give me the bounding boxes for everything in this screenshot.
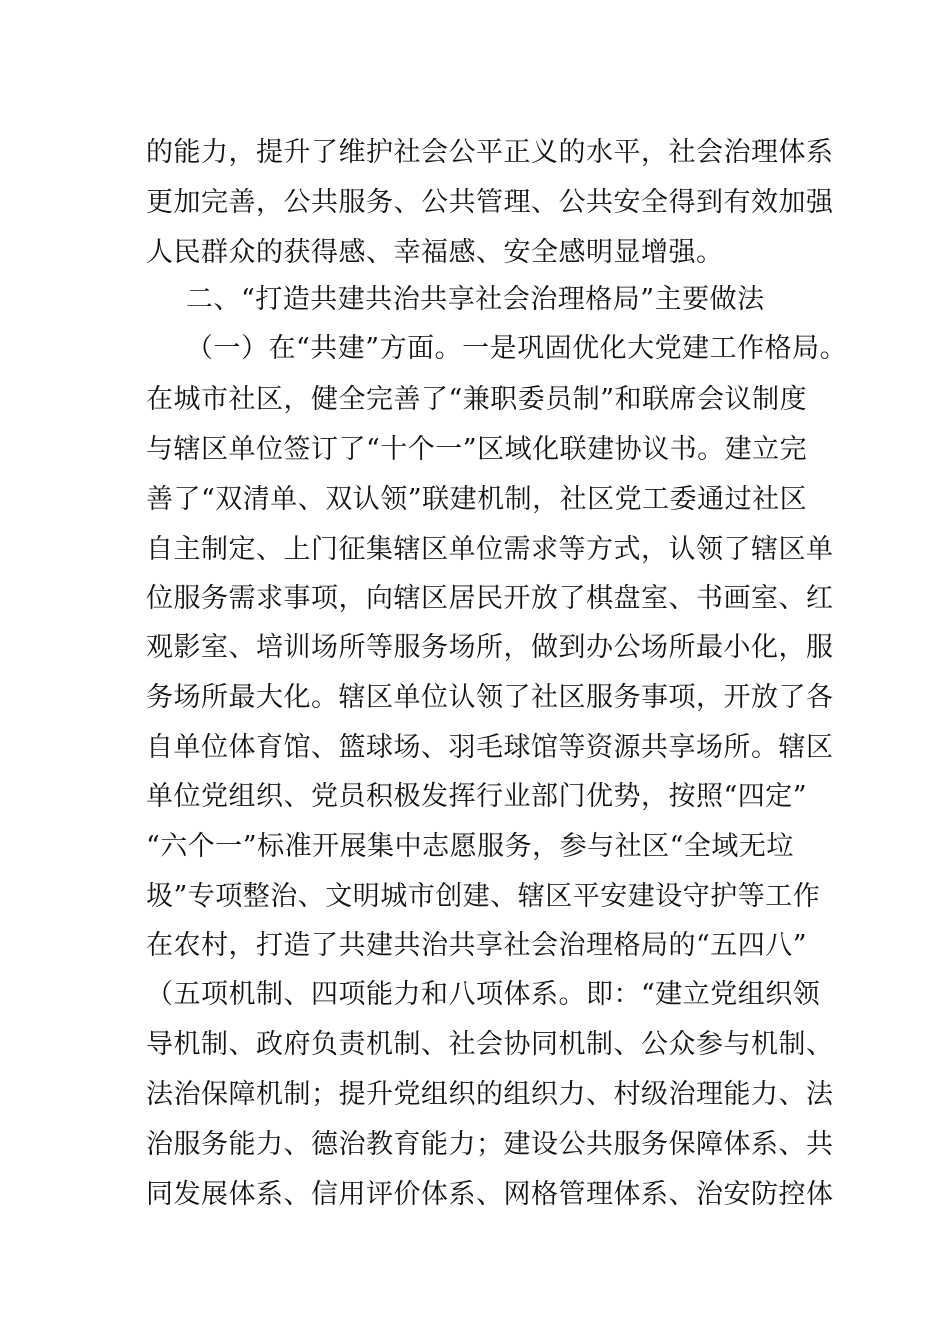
text-line: 更加完善，公共服务、公共管理、公共安全得到有效加强 <box>146 187 834 218</box>
text-line: 善了“双清单、双认领”联建机制，社区党工委通过社区 <box>146 484 808 515</box>
text-line: 位服务需求事项，向辖区居民开放了棋盘室、书画室、红 <box>146 583 834 614</box>
text-line: 人民群众的获得感、幸福感、安全感明显增强。 <box>146 237 724 268</box>
text-line: “六个一”标准开展集中志愿服务，参与社区“全域无垃 <box>146 831 794 862</box>
text-line: 自单位体育馆、篮球场、羽毛球馆等资源共享场所。辖区 <box>146 732 834 763</box>
text-line: 在农村，打造了共建共治共享社会治理格局的“五四八” <box>146 930 808 961</box>
text-line: 法治保障机制；提升党组织的组织力、村级治理能力、法 <box>146 1079 834 1110</box>
text-line: 自主制定、上门征集辖区单位需求等方式，认领了辖区单 <box>146 534 834 565</box>
text-line: 观影室、培训场所等服务场所，做到办公场所最小化，服 <box>146 632 834 663</box>
text-line: 的能力，提升了维护社会公平正义的水平，社会治理体系 <box>146 137 834 168</box>
text-line: 与辖区单位签订了“十个一”区域化联建协议书。建立完 <box>146 434 808 465</box>
text-line: （五项机制、四项能力和八项体系。即：“建立党组织领 <box>146 979 821 1010</box>
text-line: 在城市社区，健全完善了“兼职委员制”和联席会议制度 <box>146 384 808 415</box>
section-heading: 二、“打造共建共治共享社会治理格局”主要做法 <box>186 284 765 315</box>
text-line: 治服务能力、德治教育能力；建设公共服务保障体系、共 <box>146 1129 834 1160</box>
text-line: 同发展体系、信用评价体系、网格管理体系、治安防控体 <box>146 1179 834 1210</box>
subsection-heading: （一）在“共建”方面。一是巩固优化大党建工作格局。 <box>186 333 848 364</box>
text-line: 导机制、政府负责机制、社会协同机制、公众参与机制、 <box>146 1029 834 1060</box>
text-line: 圾”专项整治、文明城市创建、辖区平安建设守护等工作 <box>146 881 821 912</box>
text-line: 单位党组织、党员积极发挥行业部门优势，按照“四定” <box>146 781 808 812</box>
text-line: 务场所最大化。辖区单位认领了社区服务事项，开放了各 <box>146 682 834 713</box>
